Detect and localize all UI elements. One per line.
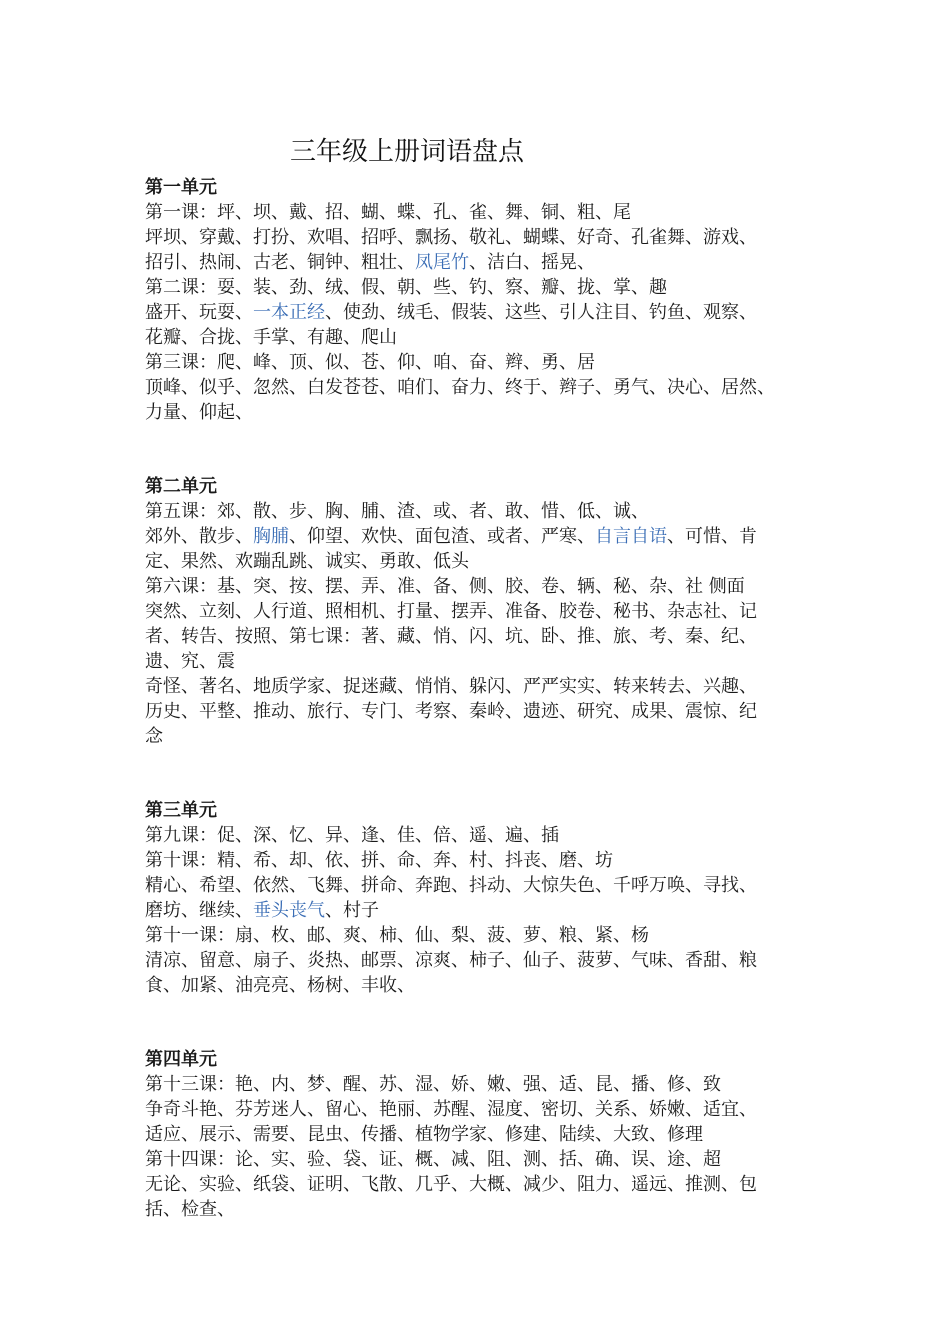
text-line (145, 948, 817, 973)
text-segment: 、使劲、绒毛、假装、这些、引人注目、钓鱼、观察、 (325, 302, 757, 323)
text-segment: 第十一课：扇、枚、邮、爽、柿、仙、梨、菠、萝、粮、紧、杨 (145, 925, 649, 946)
text-segment: 第十课：精、希、却、依、拼、命、奔、村、抖丧、磨、坊 (145, 850, 613, 871)
text-segment: 第十三课：艳、内、梦、醒、苏、湿、娇、嫩、强、适、昆、播、修、致 (145, 1074, 721, 1095)
text-segment: 、洁白、摇晃、 (469, 252, 595, 273)
unit-heading: 第三单元 (145, 800, 217, 821)
section-gap (145, 749, 817, 798)
text-line (145, 200, 817, 225)
text-line (145, 873, 817, 898)
text-segment: 坪坝、穿戴、打扮、欢唱、招呼、飘扬、敬礼、蝴蝶、好奇、孔雀舞、游戏、 (145, 227, 757, 248)
text-line (145, 674, 817, 699)
text-line (145, 898, 817, 923)
text-line (145, 375, 817, 400)
text-line (145, 1197, 817, 1222)
highlighted-term: 自言自语 (595, 526, 667, 547)
text-line (145, 574, 817, 599)
text-line (145, 350, 817, 375)
unit-section (145, 175, 817, 425)
text-line (145, 649, 817, 674)
text-segment: 念 (145, 726, 163, 747)
text-line (145, 1122, 817, 1147)
text-line (145, 624, 817, 649)
text-segment: 无论、实验、纸袋、证明、飞散、几乎、大概、减少、阻力、遥远、推测、包 (145, 1174, 757, 1195)
text-segment: 括、检查、 (145, 1199, 235, 1220)
section-gap (145, 425, 817, 474)
text-line (145, 1147, 817, 1172)
text-line (145, 848, 817, 873)
text-line (145, 225, 817, 250)
highlighted-term: 胸脯 (253, 526, 289, 547)
text-line (145, 973, 817, 998)
text-segment: 、仰望、欢快、面包渣、或者、严寒、 (289, 526, 595, 547)
unit-heading: 第四单元 (145, 1049, 217, 1070)
text-line (145, 400, 817, 425)
text-segment: 奇怪、著名、地质学家、捉迷藏、悄悄、躲闪、严严实实、转来转去、兴趣、 (145, 676, 757, 697)
text-segment: 磨坊、继续、 (145, 900, 253, 921)
text-segment: 第五课：郊、散、步、胸、脯、渣、或、者、敢、惜、低、诚、 (145, 501, 649, 522)
text-segment: 郊外、散步、 (145, 526, 253, 547)
text-line (145, 599, 817, 624)
text-segment: 争奇斗艳、芬芳迷人、留心、艳丽、苏醒、湿度、密切、关系、娇嫩、适宜、 (145, 1099, 757, 1120)
unit-section (145, 1047, 817, 1222)
text-segment: 、可惜、肯 (667, 526, 757, 547)
text-segment: 历史、平整、推动、旅行、专门、考察、秦岭、遗迹、研究、成果、震惊、纪 (145, 701, 757, 722)
text-line (145, 300, 817, 325)
text-line (145, 1172, 817, 1197)
text-line (145, 499, 817, 524)
text-line (145, 275, 817, 300)
text-segment: 第九课：促、深、忆、异、逢、佳、倍、遥、遍、插 (145, 825, 559, 846)
text-segment: 者、转告、按照、第七课：著、藏、悄、闪、坑、卧、推、旅、考、秦、纪、 (145, 626, 757, 647)
text-line (145, 699, 817, 724)
text-line (145, 823, 817, 848)
text-segment: 、村子 (325, 900, 379, 921)
text-line (145, 1097, 817, 1122)
text-segment: 力量、仰起、 (145, 402, 253, 423)
text-segment: 第三课：爬、峰、顶、似、苍、仰、咱、奋、辫、勇、居 (145, 352, 595, 373)
document-title: 三年级上册词语盘点 (290, 137, 525, 167)
text-segment: 适应、展示、需要、昆虫、传播、植物学家、修建、陆续、大致、修理 (145, 1124, 703, 1145)
text-segment: 突然、立刻、人行道、照相机、打量、摆弄、准备、胶卷、秘书、杂志社、记 (145, 601, 757, 622)
text-segment: 顶峰、似乎、忽然、白发苍苍、咱们、奋力、终于、辫子、勇气、决心、居然、 (145, 377, 775, 398)
text-segment: 食、加紧、油亮亮、杨树、丰收、 (145, 975, 415, 996)
text-segment: 第十四课：论、实、验、袋、证、概、减、阻、测、括、确、误、途、超 (145, 1149, 721, 1170)
section-gap (145, 998, 817, 1047)
text-segment: 第六课：基、突、按、摆、弄、准、备、侧、胶、卷、辆、秘、杂、社 侧面 (145, 576, 745, 597)
text-segment: 盛开、玩耍、 (145, 302, 253, 323)
text-line (145, 250, 817, 275)
text-segment: 定、果然、欢蹦乱跳、诚实、勇敢、低头 (145, 551, 469, 572)
highlighted-term: 凤尾竹 (415, 252, 469, 273)
unit-heading: 第一单元 (145, 177, 217, 198)
unit-heading: 第二单元 (145, 476, 217, 497)
text-segment: 遗、究、震 (145, 651, 235, 672)
unit-section (145, 474, 817, 749)
text-segment: 花瓣、合拢、手掌、有趣、爬山 (145, 327, 397, 348)
unit-section (145, 798, 817, 998)
text-segment: 第一课：坪、坝、戴、招、蝴、蝶、孔、雀、舞、铜、粗、尾 (145, 202, 631, 223)
highlighted-term: 一本正经 (253, 302, 325, 323)
text-segment: 清凉、留意、扇子、炎热、邮票、凉爽、柿子、仙子、菠萝、气味、香甜、粮 (145, 950, 757, 971)
text-line (145, 1072, 817, 1097)
text-segment: 精心、希望、依然、飞舞、拼命、奔跑、抖动、大惊失色、千呼万唤、寻找、 (145, 875, 757, 896)
text-line (145, 724, 817, 749)
text-line (145, 325, 817, 350)
text-line (145, 923, 817, 948)
text-segment: 第二课：耍、装、劲、绒、假、朝、些、钓、察、瓣、拢、掌、趣 (145, 277, 667, 298)
vocabulary-content (145, 175, 817, 1222)
highlighted-term: 垂头丧气 (253, 900, 325, 921)
text-line (145, 524, 817, 549)
text-segment: 招引、热闹、古老、铜钟、粗壮、 (145, 252, 415, 273)
text-line (145, 549, 817, 574)
